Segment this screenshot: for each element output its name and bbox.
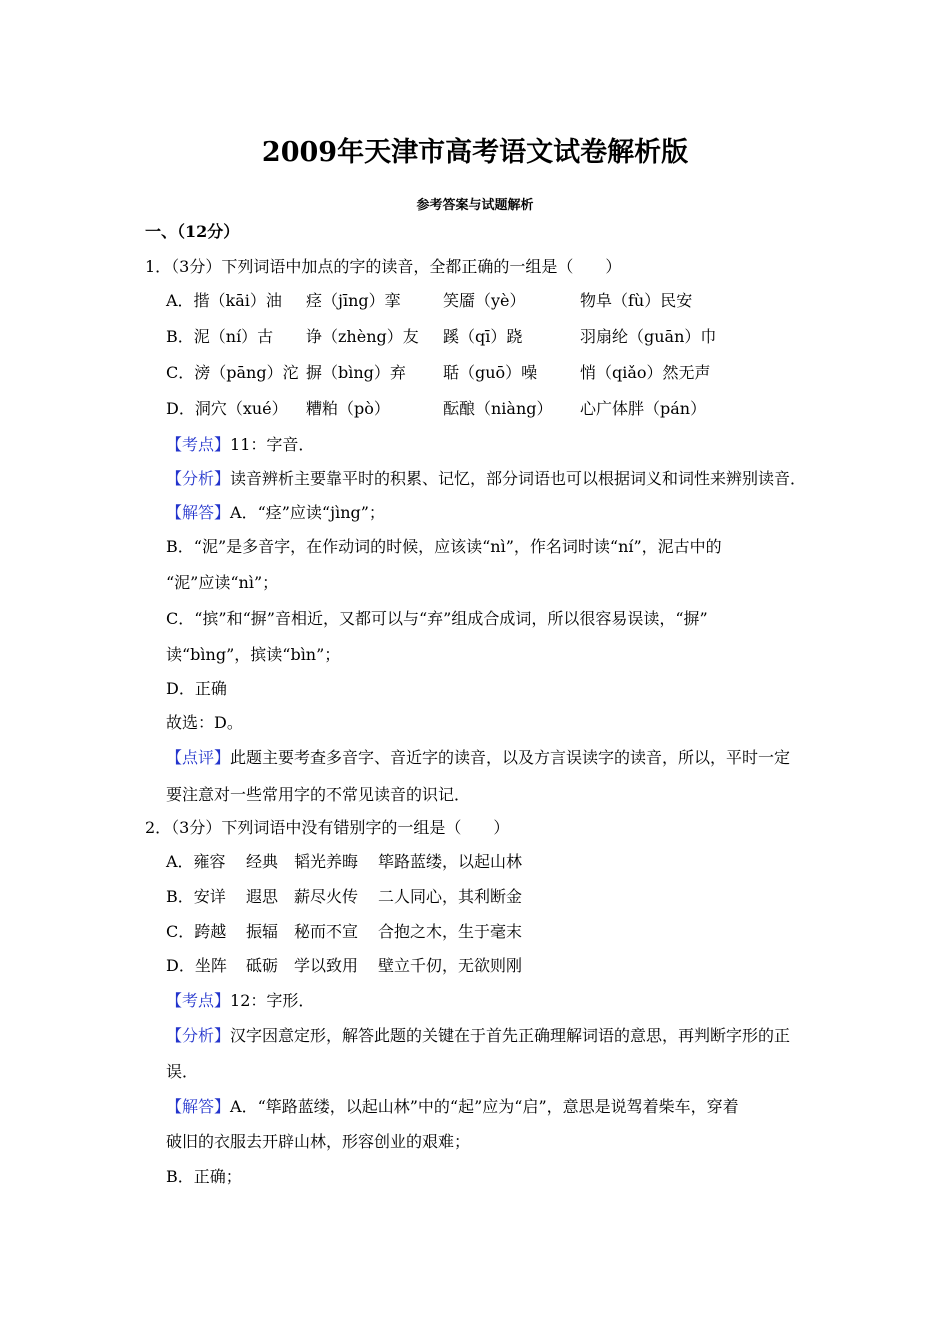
q2-c-word2: 振辐 xyxy=(246,922,279,941)
q2-c-word1: C．跨越 xyxy=(166,922,227,941)
q2-fenxi-2: 误． xyxy=(166,1062,199,1081)
q1-a-word2: 痉（jīng）挛 xyxy=(306,291,401,310)
q1-a-word4: 物阜（fù）民安 xyxy=(580,291,693,310)
q2-b-word4: 二人同心，其利断金 xyxy=(378,887,523,906)
q1-d-word3: 酝酿（niàng） xyxy=(443,399,553,418)
page-title: 2009年天津市高考语文试卷解析版 xyxy=(261,137,689,168)
jieda-tag: 【解答】 xyxy=(166,503,231,522)
q1-c-explain-2: 读“bìng”，摈读“bìn”； xyxy=(166,645,341,664)
q2-a-word3: 韬光养晦 xyxy=(294,852,359,871)
q2-jieda-1 xyxy=(166,1096,739,1118)
q2-d-word2: 砥砺 xyxy=(246,956,279,975)
q1-dianping-2: 要注意对一些常用字的不常见读音的识记． xyxy=(166,785,471,804)
q2-b-word3: 薪尽火传 xyxy=(294,887,359,906)
q2-jieda-2: 破旧的衣服去开辟山林，形容创业的艰难； xyxy=(166,1132,471,1151)
q1-c-word3: 聒（guō）噪 xyxy=(443,363,538,382)
q1-c-word2: 摒（bìng）弃 xyxy=(306,363,406,382)
q1-b-explain-1: B．“泥”是多音字，在作动词的时候，应该读“nì”，作名词时读“ní”，泥古中的 xyxy=(166,537,722,556)
jieda-tag: 【解答】 xyxy=(166,1097,231,1116)
q1-stem: 1．（3分）下列词语中加点的字的读音，全都正确的一组是（ ） xyxy=(145,257,622,276)
q2-kaodian-text: 12：字形． xyxy=(230,991,315,1010)
q2-option-a xyxy=(166,851,522,873)
page-subtitle: 参考答案与试题解析 xyxy=(416,198,534,213)
q1-b-word4: 羽扇纶（guān）巾 xyxy=(580,327,717,346)
q1-option-b xyxy=(166,326,716,348)
q1-b-word2: 诤（zhèng）友 xyxy=(306,327,419,346)
dianping-tag: 【点评】 xyxy=(166,748,231,767)
q2-kaodian xyxy=(166,990,314,1012)
q2-d-word3: 学以致用 xyxy=(294,956,359,975)
q1-fenxi xyxy=(166,468,806,490)
q1-c-word1: C．滂（pāng）沱 xyxy=(166,363,299,382)
q1-c-explain-1: C．“摈”和“摒”音相近，又都可以与“弃”组成合成词，所以很容易误读，“摒” xyxy=(166,609,708,628)
q1-kaodian-text: 11：字音． xyxy=(230,435,315,454)
fenxi-tag: 【分析】 xyxy=(166,1026,231,1045)
q1-a-word1: A．揩（kāi）油 xyxy=(166,291,282,310)
q1-jieda xyxy=(166,502,385,524)
q1-d-explain: D．正确 xyxy=(166,679,227,698)
q1-b-word3: 蹊（qī）跷 xyxy=(443,327,523,346)
q2-c-word4: 合抱之木，生于毫末 xyxy=(378,922,523,941)
q2-b-word2: 遐思 xyxy=(246,887,279,906)
q2-d-word4: 壁立千仞，无欲则刚 xyxy=(378,956,523,975)
q2-jieda-text: A．“筚路蓝缕，以起山林”中的“起”应为“启”，意思是说驾着柴车，穿着 xyxy=(230,1097,739,1116)
q2-option-c xyxy=(166,921,522,943)
q1-answer: 故选：D。 xyxy=(166,713,243,732)
q1-fenxi-text: 读音辨析主要靠平时的积累、记忆，部分词语也可以根据词义和词性来辨别读音． xyxy=(230,469,807,488)
q1-c-word4: 悄（qiǎo）然无声 xyxy=(580,363,711,382)
q1-d-word4: 心广体胖（pán） xyxy=(580,399,707,418)
q2-a-word1: A．雍容 xyxy=(166,852,226,871)
q1-a-word3: 笑靥（yè） xyxy=(443,291,526,310)
section-heading: 一、（12分） xyxy=(145,222,240,241)
q2-option-d xyxy=(166,955,522,977)
q1-option-d xyxy=(166,398,706,420)
q2-a-word2: 经典 xyxy=(246,852,279,871)
q1-dianping-1 xyxy=(166,747,790,769)
q1-jieda-text: A．“痉”应读“jìng”； xyxy=(230,503,385,522)
q2-b-explain: B．正确； xyxy=(166,1167,242,1186)
q1-option-a xyxy=(166,290,692,312)
q2-b-word1: B．安详 xyxy=(166,887,226,906)
q2-a-word4: 筚路蓝缕，以起山林 xyxy=(378,852,523,871)
q1-dianping-text: 此题主要考查多音字、音近字的读音，以及方言误读字的读音，所以，平时一定 xyxy=(230,748,791,767)
q2-option-b xyxy=(166,886,522,908)
q1-b-explain-2: “泥”应读“nì”； xyxy=(166,573,279,592)
fenxi-tag: 【分析】 xyxy=(166,469,231,488)
q2-fenxi-1 xyxy=(166,1025,790,1047)
q2-fenxi-text: 汉字因意定形，解答此题的关键在于首先正确理解词语的意思，再判断字形的正 xyxy=(230,1026,791,1045)
kaodian-tag: 【考点】 xyxy=(166,991,231,1010)
q2-d-word1: D．坐阵 xyxy=(166,956,227,975)
q2-c-word3: 秘而不宣 xyxy=(294,922,359,941)
q1-d-word1: D．洞穴（xué） xyxy=(166,399,288,418)
q2-stem: 2．（3分）下列词语中没有错别字的一组是（ ） xyxy=(145,818,510,837)
q1-kaodian xyxy=(166,434,314,456)
q1-d-word2: 糟粕（pò） xyxy=(306,399,390,418)
kaodian-tag: 【考点】 xyxy=(166,435,231,454)
q1-option-c xyxy=(166,362,711,384)
q1-b-word1: B．泥（ní）古 xyxy=(166,327,274,346)
